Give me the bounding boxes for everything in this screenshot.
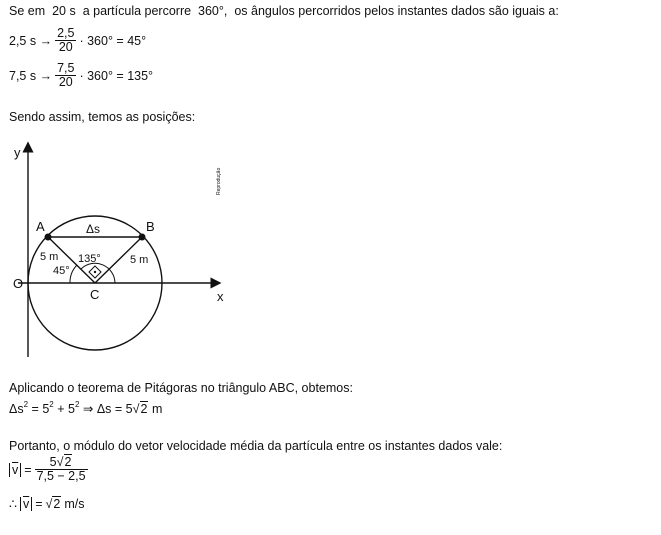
fraction-numerator	[35, 456, 88, 470]
eq-term: = 5	[31, 402, 50, 416]
eq-rhs: · 360° = 135°	[79, 68, 154, 83]
velocity-equation	[9, 456, 88, 483]
intro-angle: 360°,	[198, 4, 228, 18]
sqrt-symbol: √	[132, 402, 140, 416]
exponent: 2	[74, 400, 80, 409]
exponent: 2	[49, 400, 54, 409]
radius-left-label: 5 m	[40, 251, 59, 263]
eq-lhs: 2,5 s →	[9, 33, 53, 48]
point-b-label: B	[146, 219, 155, 234]
fraction-denominator: 7,5 − 2,5	[36, 469, 86, 484]
eq-lhs: 7,5 s →	[9, 68, 53, 83]
equation-135	[9, 62, 153, 89]
eq-term: =	[24, 462, 32, 477]
vector-magnitude	[20, 497, 32, 511]
eq-unit: m	[151, 402, 163, 416]
eq-term: ⇒ Δs = 5	[82, 402, 133, 416]
fraction-numerator: 7,5	[57, 61, 75, 75]
positions-text: Sendo assim, temos as posições:	[9, 110, 196, 124]
fraction-denominator: 20	[58, 75, 73, 90]
intro-text: os ângulos percorridos pelos instantes dados são iguais a:	[234, 4, 559, 18]
pythagoras-equation	[9, 400, 162, 416]
portanto-text: Portanto, o módulo do vetor velocidade média da partícula entre os instantes dados vale:	[9, 439, 503, 453]
sqrt-radicand: 2	[140, 402, 148, 416]
angle-45-label: 45°	[53, 265, 70, 277]
intro-time: 20 s	[52, 4, 76, 18]
chord-label: Δs	[86, 222, 101, 236]
radius-right-label: 5 m	[130, 254, 149, 266]
fraction-denominator: 20	[58, 40, 73, 55]
angle-135-label: 135°	[78, 253, 101, 265]
right-angle-dot	[94, 271, 96, 273]
y-axis-label: y	[14, 145, 21, 160]
final-equation	[9, 496, 84, 511]
sqrt-radicand: 2	[64, 455, 72, 469]
point-a-label: A	[36, 219, 45, 234]
vector-magnitude	[9, 463, 21, 477]
equation-45	[9, 27, 146, 54]
fraction-numerator: 2,5	[57, 26, 75, 40]
circle-figure	[0, 135, 240, 365]
image-credit: Reprodução	[216, 167, 222, 195]
pythagoras-text: Aplicando o teorema de Pitágoras no triângulo ABC, obtemos:	[9, 381, 353, 395]
sqrt-symbol: √	[45, 496, 53, 511]
eq-term: + 5	[57, 402, 75, 416]
point-b-dot	[139, 234, 146, 241]
eq-rhs: · 360° = 45°	[79, 33, 147, 48]
sqrt-symbol: √	[56, 455, 64, 469]
point-a-dot	[45, 234, 52, 241]
vector-v: $\overline{v}$	[12, 462, 19, 477]
intro-line	[9, 4, 559, 18]
eq-term: =	[35, 496, 43, 511]
vector-v: $\overline{v}$	[22, 496, 30, 511]
center-label: C	[90, 287, 100, 302]
fraction	[35, 456, 88, 483]
fraction	[55, 27, 76, 54]
intro-text: Se em	[9, 4, 46, 18]
origin-label: O	[13, 276, 24, 291]
eq-term: Δs	[9, 402, 24, 416]
therefore-symbol: ∴	[9, 497, 17, 511]
sqrt-radicand: 2	[53, 496, 61, 511]
fraction	[55, 62, 76, 89]
angle-45-arc	[70, 265, 77, 283]
exponent: 2	[23, 400, 29, 409]
x-axis-label: x	[217, 289, 224, 304]
intro-text: a partícula percorre	[82, 4, 192, 18]
coef: 5	[49, 455, 57, 469]
eq-unit: m/s	[64, 496, 85, 511]
